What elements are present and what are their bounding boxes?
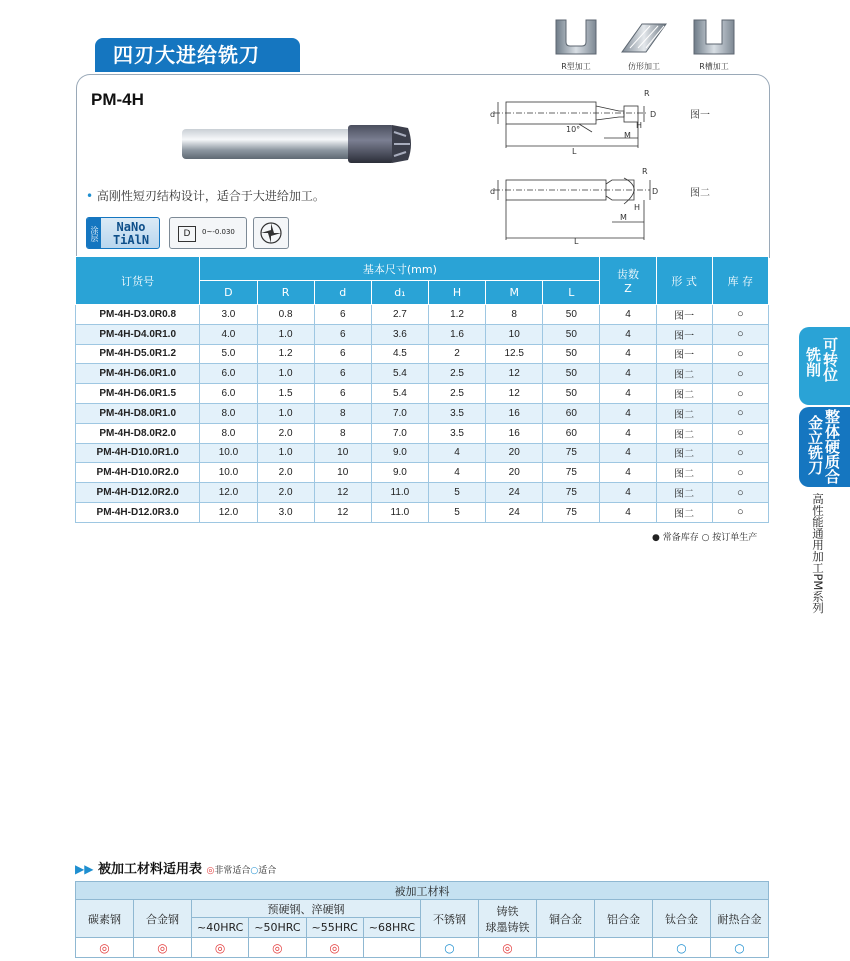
order-number-cell: PM-4H-D6.0R1.5 [76, 384, 200, 404]
table-cell: 75 [543, 463, 600, 483]
header-stock: 库 存 [712, 257, 768, 305]
table-cell: 图二 [656, 423, 712, 443]
table-cell: ○ [712, 364, 768, 384]
table-cell: 16 [486, 423, 543, 443]
material-heading-text: 被加工材料适用表 [98, 862, 203, 877]
header-flutes-line2: Z [624, 282, 632, 295]
table-row [76, 324, 769, 344]
table-row [76, 344, 769, 364]
table-cell: ○ [712, 324, 768, 344]
order-number-cell: PM-4H-D12.0R3.0 [76, 502, 200, 522]
table-cell: 2 [428, 344, 485, 364]
table-cell: 图二 [656, 463, 712, 483]
table-cell: 4 [600, 364, 656, 384]
table-cell: 20 [486, 463, 543, 483]
table-cell: 60 [543, 403, 600, 423]
side-tab-indexable-milling[interactable] [799, 327, 850, 405]
coating-label: 涂层 [87, 218, 101, 249]
fig1-l-label: L [572, 147, 577, 156]
header-order-no: 订货号 [76, 257, 200, 305]
empty-rating [363, 938, 420, 958]
table-cell: 1.2 [257, 344, 314, 364]
suitable-note: 适合 [258, 866, 277, 876]
table-cell: 图二 [656, 403, 712, 423]
suitable-mark: ○ [653, 938, 711, 958]
table-cell: 9.0 [371, 443, 428, 463]
table-cell: 12 [486, 364, 543, 384]
table-cell: 5.0 [200, 344, 257, 364]
table-cell: 3.5 [428, 423, 485, 443]
col-hrc-50: ~50HRC [249, 918, 306, 938]
header-dim-D: D [200, 281, 257, 305]
table-cell: 20 [486, 443, 543, 463]
col-hardened-steel: 预硬钢、淬硬钢 [192, 900, 421, 918]
table-cell: ○ [712, 403, 768, 423]
table-cell: 4.0 [200, 324, 257, 344]
order-number-cell: PM-4H-D12.0R2.0 [76, 483, 200, 503]
col-hrc-55: ~55HRC [306, 918, 363, 938]
table-cell: 7.0 [371, 423, 428, 443]
col-hrc-68: ~68HRC [363, 918, 420, 938]
table-cell: 24 [486, 502, 543, 522]
header-flutes [600, 257, 656, 305]
header-dim-d: d [314, 281, 371, 305]
table-cell: 4.5 [371, 344, 428, 364]
coating-name-line1: NaNo [116, 220, 146, 234]
technical-drawing-fig1 [484, 86, 664, 158]
col-cast-iron-line1: 铸铁 [496, 904, 519, 918]
table-cell: 8 [314, 423, 371, 443]
order-number-cell: PM-4H-D10.0R2.0 [76, 463, 200, 483]
fig1-angle-label: 10° [566, 125, 581, 134]
order-number-cell: PM-4H-D8.0R1.0 [76, 403, 200, 423]
diameter-tolerance-badge [169, 217, 247, 249]
col-heat-resistant-alloy: 耐热合金 [711, 900, 769, 938]
fig2-h-label: H [634, 203, 641, 212]
table-cell: 1.5 [257, 384, 314, 404]
table-cell: 12.0 [200, 483, 257, 503]
table-cell: 图一 [656, 344, 712, 364]
spec-table-body [76, 305, 769, 523]
material-rating-row [76, 938, 769, 958]
four-flute-badge [253, 217, 289, 249]
table-row [76, 384, 769, 404]
table-cell: 4 [600, 305, 656, 325]
table-cell: 1.0 [257, 364, 314, 384]
very-suitable-mark: ◎ [192, 938, 249, 958]
table-cell: 4 [600, 443, 656, 463]
empty-rating [537, 938, 595, 958]
order-number-cell: PM-4H-D10.0R1.0 [76, 443, 200, 463]
very-suitable-mark: ◎ [479, 938, 537, 958]
col-hrc-40: ~40HRC [192, 918, 249, 938]
series-description: 高性能通用加工PM系列 [811, 493, 825, 614]
material-top-header: 被加工材料 [76, 882, 769, 900]
table-cell: 6.0 [200, 384, 257, 404]
r-type-machining-icon [552, 18, 600, 56]
order-number-cell: PM-4H-D3.0R0.8 [76, 305, 200, 325]
feature-text: • 高刚性短刃结构设计，适合于大进给加工。 [86, 189, 325, 203]
table-row [76, 483, 769, 503]
table-cell: 12 [314, 502, 371, 522]
col-stainless-steel: 不锈钢 [421, 900, 479, 938]
table-cell: 1.0 [257, 403, 314, 423]
table-cell: 10.0 [200, 463, 257, 483]
table-cell: 8.0 [200, 403, 257, 423]
very-suitable-mark: ◎ [306, 938, 363, 958]
very-suitable-mark: ◎ [134, 938, 192, 958]
table-cell: 1.0 [257, 324, 314, 344]
model-name: PM-4H [91, 90, 144, 109]
r-groove-machining-icon [690, 18, 738, 56]
table-cell: 5.4 [371, 384, 428, 404]
tolerance-symbol: D [178, 226, 196, 242]
table-cell: 10 [486, 324, 543, 344]
table-row [76, 502, 769, 522]
technical-drawing-fig2 [484, 166, 664, 246]
table-cell: 60 [543, 423, 600, 443]
tolerance-value: 0~-0.030 [202, 228, 235, 236]
table-cell: 1.2 [428, 305, 485, 325]
table-cell: 1.0 [257, 443, 314, 463]
table-cell: 4 [600, 324, 656, 344]
table-cell: 5 [428, 502, 485, 522]
table-row [76, 305, 769, 325]
table-cell: 4 [428, 463, 485, 483]
page-title: 四刃大进给铣刀 [95, 38, 300, 72]
table-cell: ○ [712, 344, 768, 364]
table-cell: 5.4 [371, 364, 428, 384]
coating-name-line2: TiAlN [112, 233, 150, 247]
table-cell: 图二 [656, 384, 712, 404]
col-copper-alloy: 铜合金 [537, 900, 595, 938]
table-cell: 4 [600, 423, 656, 443]
table-row [76, 403, 769, 423]
very-suitable-icon: ◎ [206, 866, 215, 876]
table-cell: 16 [486, 403, 543, 423]
fig2-label: 图二 [690, 188, 710, 199]
suitable-mark: ○ [711, 938, 769, 958]
table-cell: 4 [428, 443, 485, 463]
table-cell: ○ [712, 483, 768, 503]
table-cell: 10 [314, 463, 371, 483]
table-cell: 3.0 [257, 502, 314, 522]
col-cast-iron [479, 900, 537, 938]
side-tab-solid-carbide[interactable] [799, 407, 850, 487]
profile-machining-icon [620, 18, 668, 56]
col-carbon-steel: 碳素钢 [76, 900, 134, 938]
material-heading [75, 858, 276, 877]
table-cell: 6 [314, 344, 371, 364]
order-number-cell: PM-4H-D5.0R1.2 [76, 344, 200, 364]
table-cell: 4 [600, 384, 656, 404]
table-cell: 7.0 [371, 403, 428, 423]
table-cell: 2.0 [257, 423, 314, 443]
table-cell: ○ [712, 305, 768, 325]
table-cell: 6 [314, 384, 371, 404]
r-type-machining-label: R型加工 [561, 62, 591, 71]
col-titanium-alloy: 钛合金 [653, 900, 711, 938]
table-row [76, 443, 769, 463]
table-cell: 6 [314, 305, 371, 325]
order-number-cell: PM-4H-D8.0R2.0 [76, 423, 200, 443]
fig2-dia-label: D [652, 187, 659, 196]
suitable-mark: ○ [421, 938, 479, 958]
very-suitable-mark: ◎ [76, 938, 134, 958]
table-cell: ○ [712, 384, 768, 404]
table-row [76, 463, 769, 483]
table-cell: 1.6 [428, 324, 485, 344]
table-cell: 75 [543, 443, 600, 463]
table-cell: 图二 [656, 502, 712, 522]
header-basic-dims: 基本尺寸(mm) [200, 257, 600, 281]
spec-table [75, 256, 769, 523]
suitable-icon: ○ [250, 866, 259, 876]
table-cell: 0.8 [257, 305, 314, 325]
table-cell: 4 [600, 344, 656, 364]
header-dim-L: L [543, 281, 600, 305]
table-cell: 3.0 [200, 305, 257, 325]
r-groove-machining-icon-group [690, 18, 738, 72]
table-cell: 9.0 [371, 463, 428, 483]
table-cell: 4 [600, 463, 656, 483]
table-cell: 8.0 [200, 423, 257, 443]
header-dim-d1: d₁ [371, 281, 428, 305]
table-row [76, 364, 769, 384]
table-cell: 12 [486, 384, 543, 404]
table-cell: 6 [314, 324, 371, 344]
side-tab1-col1: 可转位 [821, 337, 839, 382]
four-flute-icon [254, 218, 288, 248]
table-cell: 75 [543, 483, 600, 503]
table-cell: ○ [712, 463, 768, 483]
table-cell: 图二 [656, 364, 712, 384]
side-tab1-col2: 铣削 [804, 347, 822, 377]
table-cell: 75 [543, 502, 600, 522]
table-cell: ○ [712, 423, 768, 443]
table-cell: 24 [486, 483, 543, 503]
table-cell: 50 [543, 305, 600, 325]
header-dim-R: R [257, 281, 314, 305]
very-suitable-mark: ◎ [249, 938, 306, 958]
nano-tialn-coating-badge [86, 217, 160, 249]
col-cast-iron-line2: 球墨铸铁 [485, 920, 530, 934]
table-cell: 图二 [656, 483, 712, 503]
table-cell: 2.0 [257, 483, 314, 503]
order-number-cell: PM-4H-D4.0R1.0 [76, 324, 200, 344]
stock-legend: ● 常备库存 ○ 按订单生产 [652, 533, 758, 543]
heading-arrow-icon: ▶▶ [75, 862, 94, 876]
table-cell: 3.5 [428, 403, 485, 423]
fig2-l-label: L [574, 237, 579, 246]
header-dim-M: M [486, 281, 543, 305]
profile-machining-icon-group [620, 18, 668, 72]
table-cell: 图一 [656, 324, 712, 344]
table-cell: 10.0 [200, 443, 257, 463]
table-cell: 12.0 [200, 502, 257, 522]
table-cell: 11.0 [371, 502, 428, 522]
table-cell: 4 [600, 403, 656, 423]
table-cell: 8 [314, 403, 371, 423]
table-cell: 2.5 [428, 364, 485, 384]
empty-rating [595, 938, 653, 958]
table-cell: 50 [543, 364, 600, 384]
table-cell: 11.0 [371, 483, 428, 503]
fig1-dia-label: D [650, 110, 657, 119]
order-number-cell: PM-4H-D6.0R1.0 [76, 364, 200, 384]
fig2-r-label: R [642, 167, 648, 176]
table-cell: 8 [486, 305, 543, 325]
table-cell: 2.0 [257, 463, 314, 483]
fig1-m-label: M [624, 131, 631, 140]
table-cell: 50 [543, 344, 600, 364]
profile-machining-label: 仿形加工 [628, 62, 660, 71]
table-cell: 2.5 [428, 384, 485, 404]
feature-text-content: 高刚性短刃结构设计，适合于大进给加工。 [96, 189, 325, 203]
table-cell: ○ [712, 502, 768, 522]
table-cell: 12.5 [486, 344, 543, 364]
fig1-h-label: H [636, 121, 643, 130]
table-cell: 6 [314, 364, 371, 384]
very-suitable-note: 非常适合 [214, 866, 251, 876]
table-cell: 6.0 [200, 364, 257, 384]
fig2-d-label: d [490, 187, 496, 196]
r-type-machining-icon-group [552, 18, 600, 72]
table-cell: 图二 [656, 443, 712, 463]
header-flutes-line1: 齿数 [617, 268, 640, 281]
end-mill-image [180, 122, 416, 166]
r-groove-machining-label: R槽加工 [699, 62, 729, 71]
col-alloy-steel: 合金钢 [134, 900, 192, 938]
header-type: 形 式 [656, 257, 712, 305]
header-dim-H: H [428, 281, 485, 305]
fig2-m-label: M [620, 213, 627, 222]
table-cell: 2.7 [371, 305, 428, 325]
side-tab2-col2: 金立铣刀 [806, 415, 824, 475]
table-cell: 5 [428, 483, 485, 503]
table-cell: ○ [712, 443, 768, 463]
side-tab2-col1: 整体硬质合 [823, 409, 841, 484]
table-cell: 50 [543, 384, 600, 404]
table-cell: 图一 [656, 305, 712, 325]
table-cell: 10 [314, 443, 371, 463]
fig1-label: 图一 [690, 110, 710, 121]
col-aluminum-alloy: 铝合金 [595, 900, 653, 938]
material-table [75, 881, 769, 958]
table-cell: 12 [314, 483, 371, 503]
table-row [76, 423, 769, 443]
fig1-d-label: d [490, 110, 496, 119]
table-cell: 4 [600, 502, 656, 522]
table-cell: 50 [543, 324, 600, 344]
fig1-r-label: R [644, 89, 650, 98]
table-cell: 3.6 [371, 324, 428, 344]
table-cell: 4 [600, 483, 656, 503]
